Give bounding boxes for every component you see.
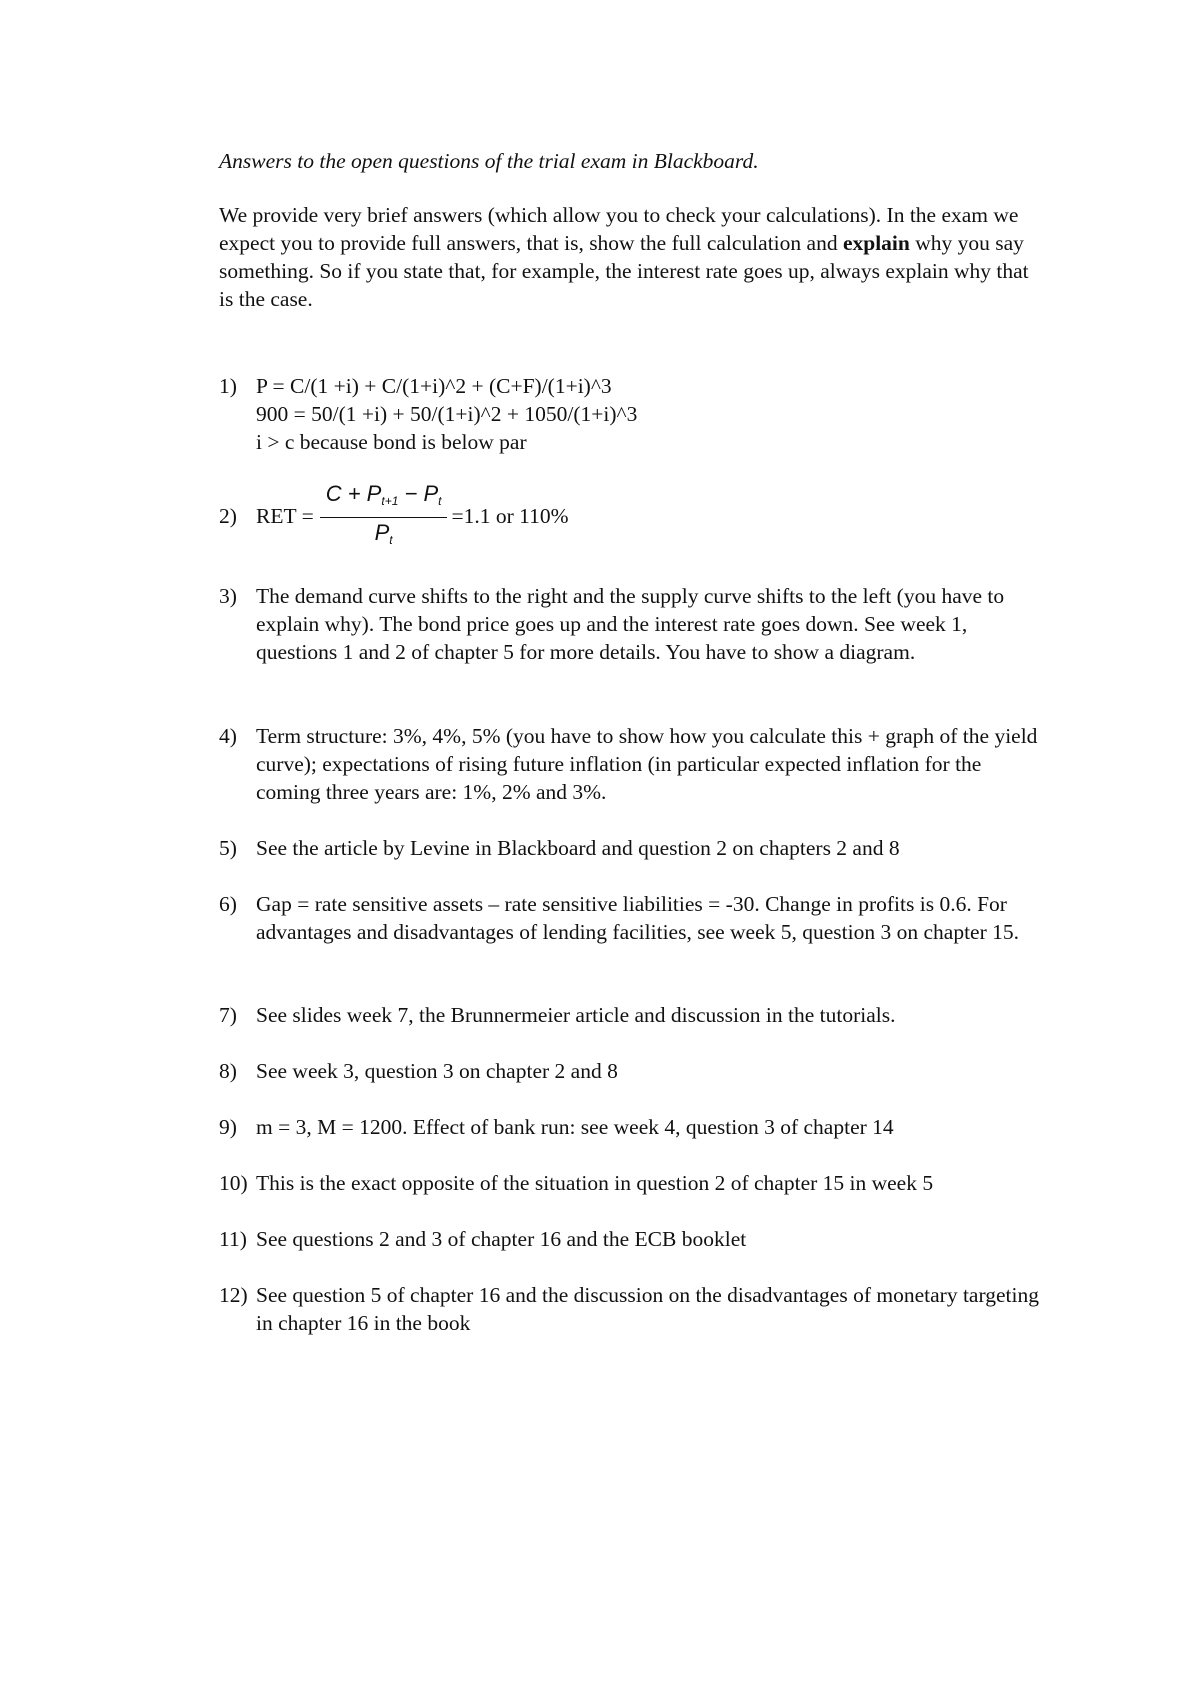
intro-bold-word: explain bbox=[842, 231, 910, 255]
answer-number: 6) bbox=[219, 892, 237, 916]
answer-body: Gap = rate sensitive assets – rate sensitive liabilities = -30. Change in profits is 0.6. For advantages and disadvantages of lending facilities, see week 5, question 3 on chapter 15. bbox=[256, 892, 1020, 944]
numerator-minus-term: − P bbox=[398, 480, 439, 506]
denominator-subscript: t bbox=[389, 532, 393, 547]
answer-body: The demand curve shifts to the right and the supply curve shifts to the left (you have to explain why). The bond price goes up and the interest rate goes down. See week 1, questions 1 and 2 of chapter 5 for more details. You have to show a diagram. bbox=[256, 584, 1005, 664]
answer-8 bbox=[219, 1057, 1049, 1085]
answer-body bbox=[256, 480, 1049, 547]
answer-1 bbox=[219, 372, 1049, 456]
numerator-subscript-2: t bbox=[438, 493, 442, 508]
return-formula-fraction bbox=[320, 481, 448, 552]
answer-number: 1) bbox=[219, 374, 237, 398]
answer-number: 4) bbox=[219, 724, 237, 748]
answer-6 bbox=[219, 890, 1049, 946]
answer-number: 8) bbox=[219, 1059, 237, 1083]
answer-body: See question 5 of chapter 16 and the discussion on the disadvantages of monetary targeting in chapter 16 in the book bbox=[256, 1283, 1039, 1335]
answer-4 bbox=[219, 722, 1049, 806]
numerator-main: C + P bbox=[325, 480, 382, 506]
fraction-numerator bbox=[320, 481, 448, 518]
intro-text-end: why you say something. So if you state that, for example, the interest rate goes up, always explain why that is the case. bbox=[219, 231, 1029, 311]
answer-number: 10) bbox=[219, 1171, 248, 1195]
ret-prefix: RET = bbox=[256, 504, 314, 528]
denominator-main: P bbox=[374, 519, 390, 545]
numerator-subscript: t+1 bbox=[381, 493, 399, 508]
intro-paragraph bbox=[219, 201, 1039, 313]
fraction-denominator bbox=[375, 518, 393, 552]
intro-text-start: We provide very brief answers (which allow you to check your calculations). In the exam we expect you to provide full answers, that is, show the full calculation and bbox=[219, 203, 1019, 255]
answer-number: 2) bbox=[219, 504, 237, 528]
answer-10 bbox=[219, 1169, 1049, 1197]
answer-12 bbox=[219, 1281, 1049, 1337]
answer-number: 9) bbox=[219, 1115, 237, 1139]
answer-1-line-3: i > c because bond is below par bbox=[256, 430, 527, 454]
answer-body: This is the exact opposite of the situation in question 2 of chapter 15 in week 5 bbox=[256, 1171, 934, 1195]
answer-body bbox=[256, 372, 1049, 456]
answer-11 bbox=[219, 1225, 1049, 1253]
answer-3 bbox=[219, 582, 1049, 666]
answer-1-line-2: 900 = 50/(1 +i) + 50/(1+i)^2 + 1050/(1+i)^3 bbox=[256, 402, 638, 426]
answer-body: m = 3, M = 1200. Effect of bank run: see week 4, question 3 of chapter 14 bbox=[256, 1115, 894, 1139]
answer-7 bbox=[219, 1001, 1049, 1029]
answer-2 bbox=[219, 480, 1049, 547]
answer-number: 11) bbox=[219, 1227, 247, 1251]
answer-number: 5) bbox=[219, 836, 237, 860]
answer-number: 12) bbox=[219, 1283, 248, 1307]
answer-body: Term structure: 3%, 4%, 5% (you have to show how you calculate this + graph of the yield curve); expectations of rising future inflation (in particular expected inflation for the coming three years are: 1%, 2% and 3%. bbox=[256, 724, 1038, 804]
answer-1-line-1: P = C/(1 +i) + C/(1+i)^2 + (C+F)/(1+i)^3 bbox=[256, 374, 612, 398]
answer-body: See questions 2 and 3 of chapter 16 and the ECB booklet bbox=[256, 1227, 747, 1251]
answer-body: See week 3, question 3 on chapter 2 and 8 bbox=[256, 1059, 618, 1083]
document-title: Answers to the open questions of the trial exam in Blackboard. bbox=[219, 149, 759, 173]
answer-body: See slides week 7, the Brunnermeier article and discussion in the tutorials. bbox=[256, 1003, 896, 1027]
answer-body: See the article by Levine in Blackboard and question 2 on chapters 2 and 8 bbox=[256, 836, 900, 860]
ret-suffix: =1.1 or 110% bbox=[451, 504, 569, 528]
answer-number: 3) bbox=[219, 584, 237, 608]
answer-9 bbox=[219, 1113, 1049, 1141]
answer-5 bbox=[219, 834, 1049, 862]
answer-number: 7) bbox=[219, 1003, 237, 1027]
